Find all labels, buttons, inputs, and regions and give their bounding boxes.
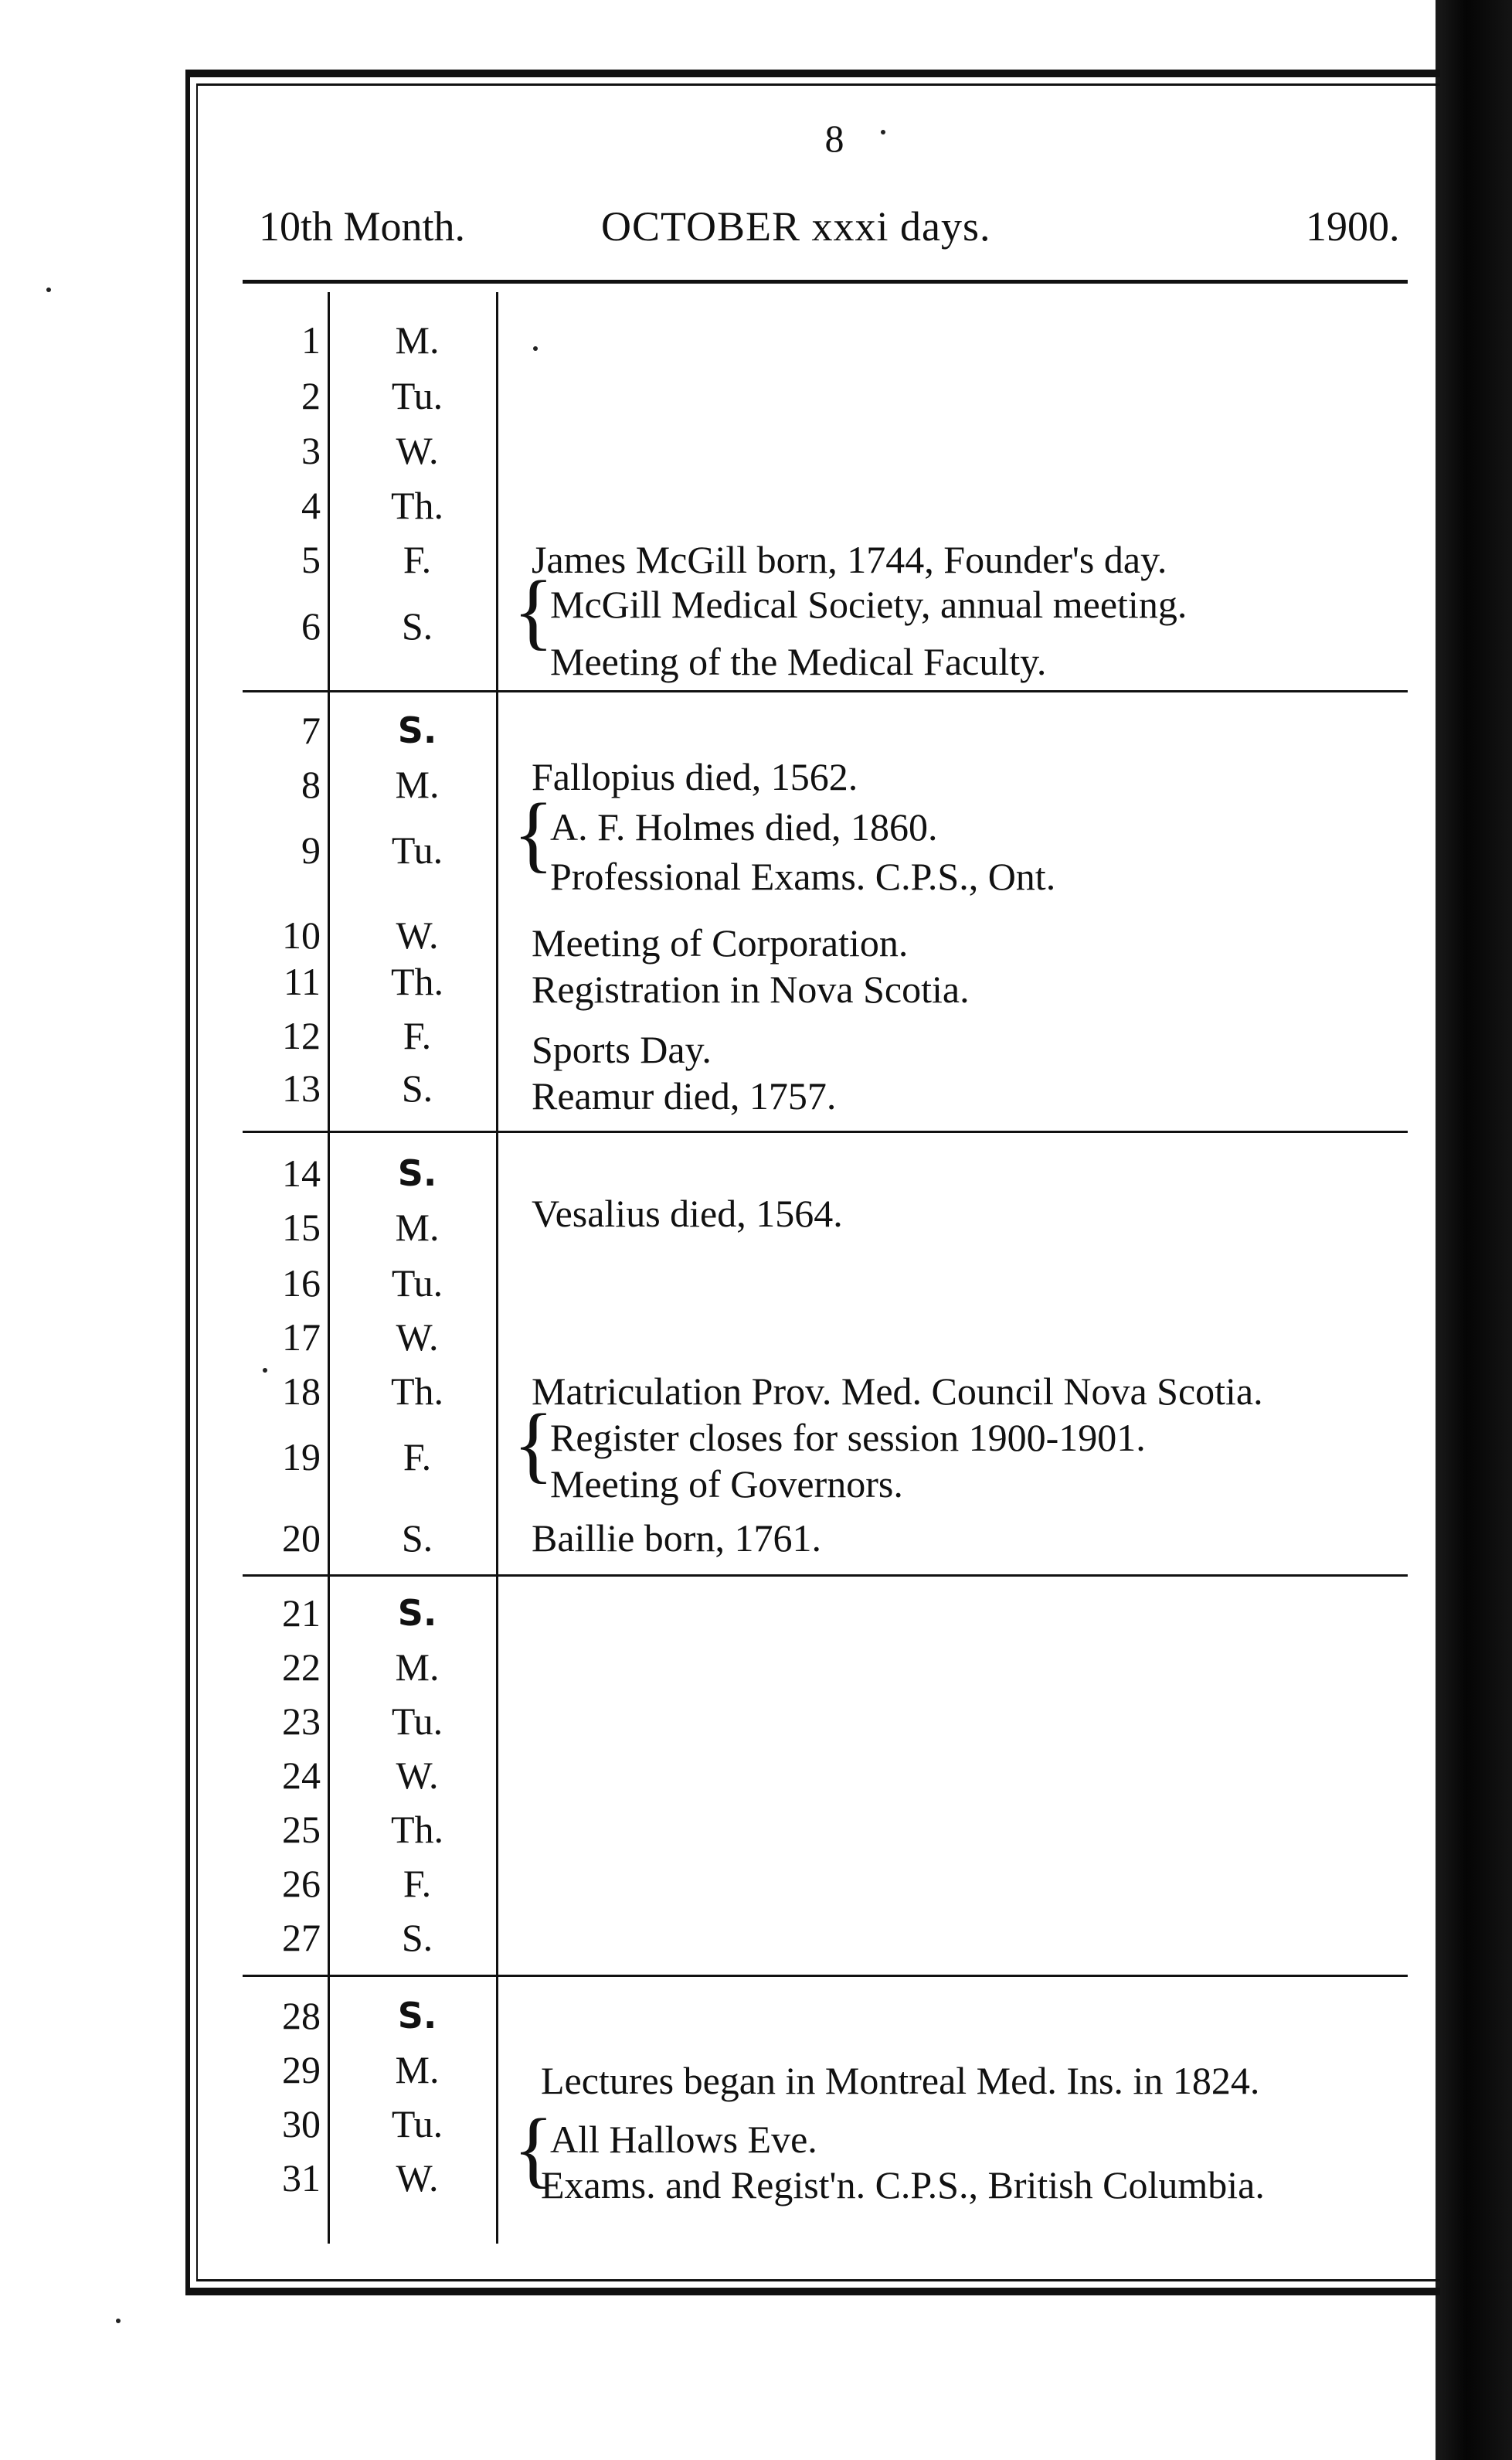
day-number: 15 [282,1206,321,1249]
weekday-label: W. [396,914,439,957]
print-speck [881,130,885,134]
event-entry: Exams. and Regist'n. C.P.S., British Columbia. [541,2163,1265,2207]
sunday-label: S. [397,709,437,751]
print-speck [263,1368,267,1373]
weekday-label: S. [401,1067,433,1110]
weekday-label: S. [401,1916,433,1959]
day-number: 14 [282,1152,321,1195]
sunday-label: S. [397,1995,437,2036]
event-entry: Meeting of Governors. [550,1462,903,1506]
day-number: 22 [282,1645,321,1689]
print-speck [116,2319,121,2323]
weekday-label: S. [401,1516,433,1560]
day-number: 23 [282,1700,321,1743]
weekday-label: Tu. [391,1261,443,1305]
weekday-label: Tu. [391,1700,443,1743]
day-number: 6 [301,604,321,648]
day-number: 19 [282,1435,321,1478]
event-entry: Baillie born, 1761. [532,1516,821,1560]
event-entry: Meeting of the Medical Faculty. [550,640,1047,683]
weekday-label: W. [396,429,439,472]
weekday-label: Tu. [391,374,443,417]
day-number: 16 [282,1261,321,1305]
event-entry: Vesalius died, 1564. [532,1192,843,1235]
weekday-label: S. [401,604,433,648]
column-divider-events [496,292,498,2244]
day-number: 28 [282,1994,321,2037]
week-rule [243,690,1408,692]
print-speck [533,346,538,351]
day-number: 3 [301,429,321,472]
weekday-label: M. [395,763,440,806]
event-entry: Professional Exams. C.P.S., Ont. [550,855,1056,898]
weekday-label: M. [395,1645,440,1689]
week-rule [243,1975,1408,1977]
weekday-label: F. [403,1862,432,1905]
column-divider-day [328,292,330,2244]
day-number: 26 [282,1862,321,1905]
event-entry: Fallopius died, 1562. [532,755,858,798]
day-number: 1 [301,318,321,362]
day-number: 7 [301,709,321,752]
book-spine-shadow [1436,0,1512,2460]
weekday-label: Th. [390,960,444,1003]
page-number: 8 [824,117,844,160]
event-entry: All Hallows Eve. [550,2118,817,2161]
day-number: 2 [301,374,321,417]
weekday-label: Th. [390,1370,444,1413]
day-number: 21 [282,1591,321,1635]
event-entry: Meeting of Corporation. [532,921,909,965]
event-entry: Register closes for session 1900-1901. [550,1416,1146,1459]
day-number: 10 [282,914,321,957]
weekday-label: Th. [390,484,444,527]
event-entry: James McGill born, 1744, Founder's day. [532,538,1167,581]
day-number: 30 [282,2102,321,2145]
event-entry: Sports Day. [532,1028,712,1071]
month-title: OCTOBER xxxi days. [601,203,991,250]
event-entry: McGill Medical Society, annual meeting. [550,583,1188,626]
day-number: 4 [301,484,321,527]
weekday-label: M. [395,318,440,362]
weekday-label: M. [395,1206,440,1249]
day-number: 11 [283,960,321,1003]
day-number: 8 [301,763,321,806]
day-number: 27 [282,1916,321,1959]
day-number: 18 [282,1370,321,1413]
brace-glyph: { [513,2101,554,2196]
weekday-label: F. [403,538,432,581]
event-entry: A. F. Holmes died, 1860. [550,805,938,849]
event-entry: Matriculation Prov. Med. Council Nova Scotia. [532,1370,1263,1413]
event-entry: Lectures began in Montreal Med. Ins. in 1824. [541,2059,1260,2102]
brace-glyph: { [513,563,554,658]
weekday-label: W. [396,1315,439,1359]
day-number: 5 [301,538,321,581]
day-number: 25 [282,1808,321,1851]
day-number: 13 [282,1067,321,1110]
weekday-label: Tu. [391,829,443,872]
day-number: 24 [282,1754,321,1797]
day-number: 31 [282,2156,321,2200]
brace-glyph: { [513,1397,554,1491]
day-number: 20 [282,1516,321,1560]
event-entry: Registration in Nova Scotia. [532,968,970,1011]
sunday-label: S. [397,1152,437,1194]
header-rule [243,280,1408,284]
weekday-label: W. [396,2156,439,2200]
print-speck [46,288,51,292]
weekday-label: F. [403,1014,432,1057]
weekday-label: F. [403,1435,432,1478]
day-number: 29 [282,2048,321,2091]
sunday-label: S. [397,1592,437,1634]
week-rule [243,1574,1408,1577]
weekday-label: Tu. [391,2102,443,2145]
day-number: 12 [282,1014,321,1057]
month-label: 10th Month. [259,203,466,250]
week-rule [243,1131,1408,1133]
day-number: 17 [282,1315,321,1359]
year-label: 1900. [1306,203,1400,250]
event-entry: Reamur died, 1757. [532,1074,837,1118]
weekday-label: M. [395,2048,440,2091]
day-number: 9 [301,829,321,872]
weekday-label: W. [396,1754,439,1797]
brace-glyph: { [513,786,554,880]
weekday-label: Th. [390,1808,444,1851]
